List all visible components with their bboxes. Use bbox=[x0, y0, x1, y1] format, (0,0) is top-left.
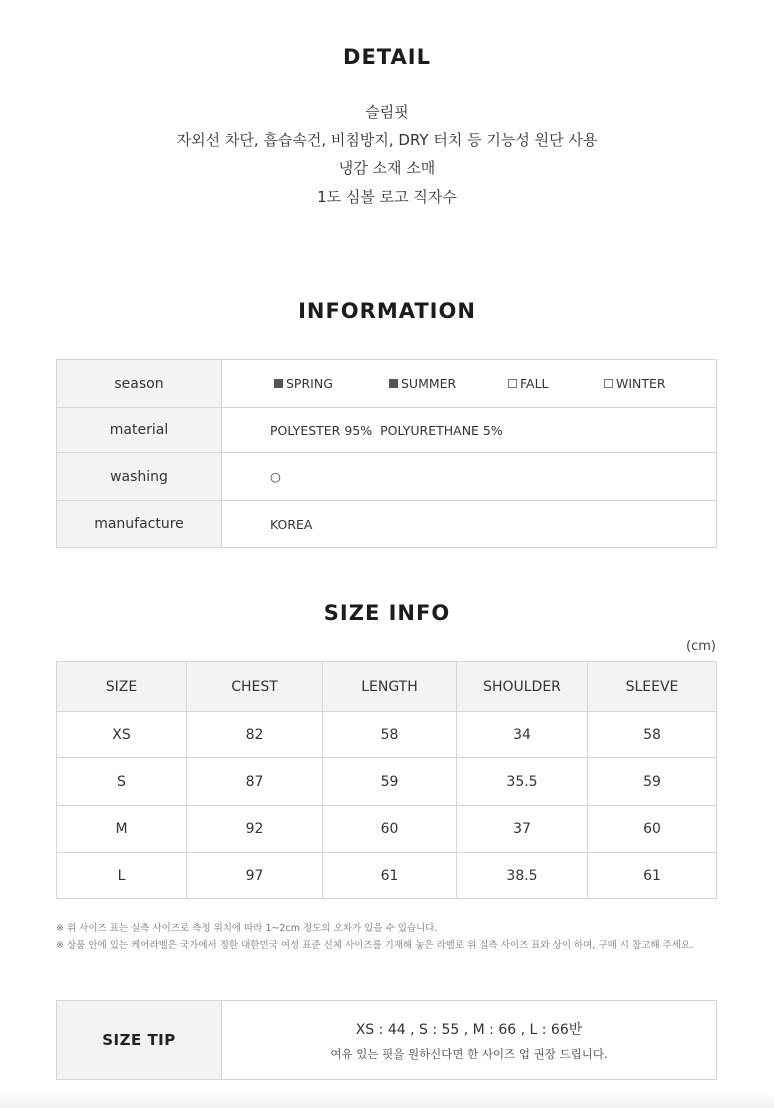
table-row bbox=[57, 712, 717, 758]
size-table-header bbox=[57, 662, 717, 712]
sleeve-cell: 60 bbox=[588, 806, 717, 853]
size-tip-mapping: XS : 44 , S : 55 , M : 66 , L : 66반 bbox=[355, 1021, 583, 1038]
detail-line-fabric: 자외선 차단, 흡습속건, 비침방지, DRY 터치 등 기능성 원단 사용 bbox=[176, 131, 598, 149]
sleeve-cell: 59 bbox=[588, 758, 717, 806]
washing-value: ○ bbox=[222, 453, 717, 501]
bottom-fade bbox=[0, 1092, 774, 1108]
season-label: season bbox=[57, 360, 222, 408]
sleeve-cell: 61 bbox=[588, 853, 717, 899]
manufacture-label: manufacture bbox=[57, 501, 222, 548]
shoulder-cell: 37 bbox=[457, 806, 588, 853]
unit-label: (cm) bbox=[686, 639, 716, 654]
shoulder-cell: 34 bbox=[457, 712, 588, 758]
chest-cell: 82 bbox=[187, 712, 323, 758]
material-value: POLYESTER 95% POLYURETHANE 5% bbox=[222, 408, 717, 453]
season-option-summer bbox=[389, 376, 456, 391]
size-cell: L bbox=[57, 853, 187, 899]
info-row-season bbox=[57, 360, 717, 408]
info-row-material bbox=[57, 408, 717, 453]
season-name: FALL bbox=[520, 375, 549, 391]
season-option-winter bbox=[604, 376, 666, 391]
size-cell: XS bbox=[57, 712, 187, 758]
season-options bbox=[222, 360, 717, 408]
info-row-manufacture bbox=[57, 501, 717, 548]
checked-square-icon bbox=[389, 379, 398, 388]
header-length: LENGTH bbox=[323, 662, 457, 712]
detail-line-fit: 슬림핏 bbox=[365, 103, 409, 121]
season-option-fall bbox=[508, 376, 549, 391]
header-size: SIZE bbox=[57, 662, 187, 712]
size-info-title: SIZE INFO bbox=[323, 601, 451, 625]
size-note-care-label: ※ 상품 안에 있는 케어라벨은 국가에서 정한 대한민국 여성 표준 신체 사이즈를 기재해 놓은 라벨로 위 실측 사이즈 표와 상이 하며, 구매 시 참고해 주세요. bbox=[56, 940, 694, 951]
size-cell: S bbox=[57, 758, 187, 806]
header-shoulder: SHOULDER bbox=[457, 662, 588, 712]
chest-cell: 92 bbox=[187, 806, 323, 853]
length-cell: 58 bbox=[323, 712, 457, 758]
detail-line-sleeve: 냉감 소재 소매 bbox=[338, 159, 436, 177]
manufacture-value: KOREA bbox=[222, 501, 717, 548]
information-table bbox=[56, 359, 717, 548]
season-option-spring bbox=[274, 376, 333, 391]
empty-square-icon bbox=[508, 379, 517, 388]
information-title: INFORMATION bbox=[298, 299, 476, 323]
sleeve-cell: 58 bbox=[588, 712, 717, 758]
shoulder-cell: 38.5 bbox=[457, 853, 588, 899]
size-note-measurement: ※ 위 사이즈 표는 실측 사이즈로 측정 위치에 따라 1~2cm 정도의 오차가 있을 수 있습니다. bbox=[56, 923, 438, 934]
table-row bbox=[57, 758, 717, 806]
length-cell: 61 bbox=[323, 853, 457, 899]
size-tip-label: SIZE TIP bbox=[57, 1001, 222, 1080]
chest-cell: 87 bbox=[187, 758, 323, 806]
empty-square-icon bbox=[604, 379, 613, 388]
table-row bbox=[57, 853, 717, 899]
header-chest: CHEST bbox=[187, 662, 323, 712]
washing-label: washing bbox=[57, 453, 222, 501]
size-cell: M bbox=[57, 806, 187, 853]
checked-square-icon bbox=[274, 379, 283, 388]
season-name: SPRING bbox=[286, 375, 333, 391]
chest-cell: 97 bbox=[187, 853, 323, 899]
length-cell: 60 bbox=[323, 806, 457, 853]
size-table bbox=[56, 661, 717, 899]
shoulder-cell: 35.5 bbox=[457, 758, 588, 806]
detail-line-logo: 1도 심볼 로고 직자수 bbox=[317, 188, 457, 206]
size-tip-recommendation: 여유 있는 핏을 원하신다면 한 사이즈 업 권장 드립니다. bbox=[330, 1046, 608, 1061]
detail-title: DETAIL bbox=[343, 45, 431, 69]
material-label: material bbox=[57, 408, 222, 453]
size-tip-box bbox=[56, 1000, 717, 1080]
size-tip-content bbox=[222, 1001, 717, 1080]
header-sleeve: SLEEVE bbox=[588, 662, 717, 712]
length-cell: 59 bbox=[323, 758, 457, 806]
season-name: SUMMER bbox=[401, 375, 457, 391]
info-row-washing bbox=[57, 453, 717, 501]
table-row bbox=[57, 806, 717, 853]
season-name: WINTER bbox=[616, 375, 666, 391]
